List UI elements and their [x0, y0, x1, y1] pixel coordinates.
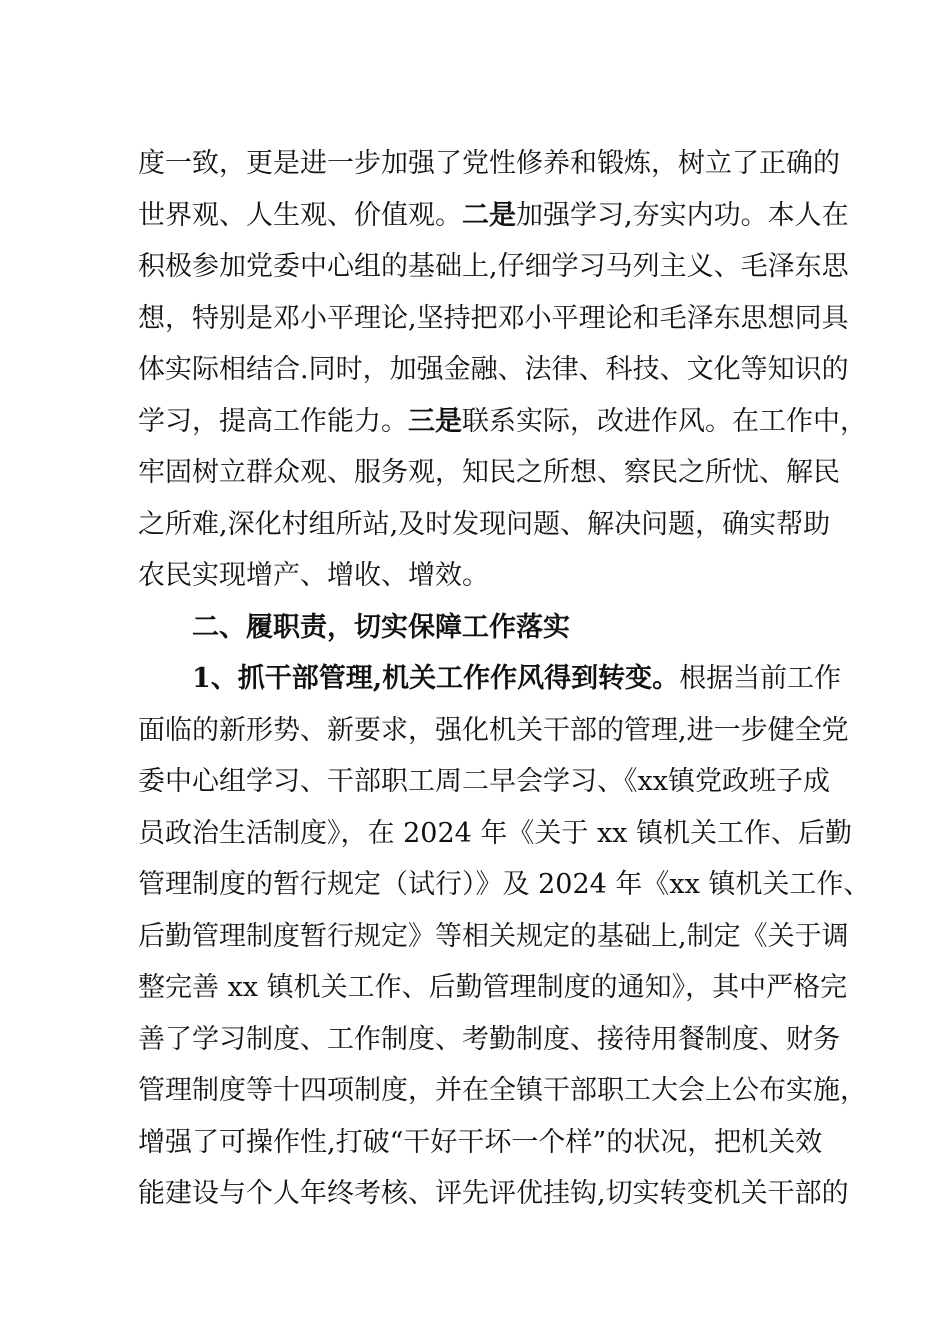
text-line [138, 293, 849, 345]
text-line [138, 241, 849, 293]
text-line [138, 138, 840, 190]
text-segment: 加强学习,夯实内功。本人在 [516, 199, 849, 231]
text-segment: 牢固树立群众观、服务观，知民之所想、察民之所忧、解民 [138, 457, 840, 488]
text-line [138, 808, 852, 860]
text-segment: 善了学习制度、工作制度、考勤制度、接待用餐制度、财务 [138, 1023, 840, 1055]
text-segment: 想，特别是邓小平理论,坚持把邓小平理论和毛泽东思想同具 [138, 302, 849, 334]
text-line [138, 653, 842, 705]
text-line [138, 1014, 840, 1066]
text-segment: 整完善 xx 镇机关工作、后勤管理制度的通知》，其中严格完 [138, 972, 848, 1003]
text-line [138, 756, 830, 808]
text-line [138, 190, 849, 242]
text-segment: 委中心组学习、干部职工周二早会学习、《xx镇党政班子成 [138, 766, 830, 797]
text-line [138, 911, 849, 963]
text-line [138, 499, 831, 551]
text-segment: 管理制度的暂行规定（试行）》及 2024 年《xx 镇机关工作、 [138, 869, 871, 900]
text-segment: 增强了可操作性,打破“干好干坏一个样”的状况，把机关效 [138, 1126, 823, 1158]
text-segment: 之所难,深化村组所站,及时发现问题、解决问题，确实帮助 [138, 508, 831, 540]
text-line [138, 344, 849, 396]
text-segment: 能建设与个人年终考核、评先评优挂钩,切实转变机关干部的 [138, 1178, 849, 1209]
text-segment: 积极参加党委中心组的基础上,仔细学习马列主义、毛泽东思 [138, 251, 849, 282]
bold-text-segment: 1、抓干部管理,机关工作作风得到转变。 [192, 663, 680, 694]
text-segment: 度一致，更是进一步加强了党性修养和锻炼，树立了正确的 [138, 148, 840, 179]
text-line [138, 447, 840, 499]
text-segment: 体实际相结合.同时，加强金融、法律、科技、文化等知识的 [138, 354, 849, 385]
text-line [138, 705, 849, 757]
text-segment: 学习，提高工作能力。 [138, 405, 408, 437]
text-segment: 世界观、人生观、价值观。 [138, 199, 462, 231]
text-segment: 面临的新形势、新要求，强化机关干部的管理,进一步健全党 [138, 714, 849, 746]
text-segment: 后勤管理制度暂行规定》等相关规定的基础上,制定《关于调 [138, 920, 849, 952]
text-line [138, 1168, 849, 1220]
text-line [138, 602, 818, 654]
text-line [138, 962, 848, 1014]
text-segment: 根据当前工作 [679, 663, 842, 694]
text-line [138, 550, 818, 602]
bold-text-segment: 二、履职责，切实保障工作落实 [192, 611, 570, 643]
text-segment: 管理制度等十四项制度，并在全镇干部职工大会上公布实施， [138, 1075, 867, 1106]
text-segment: 农民实现增产、增收、增效。 [138, 560, 489, 591]
bold-text-segment: 三是 [408, 405, 462, 437]
text-line [138, 1117, 823, 1169]
text-segment: 联系实际，改进作风。在工作中， [462, 405, 867, 437]
text-segment: 员政治生活制度》，在 2024 年《关于 xx 镇机关工作、后勤 [138, 817, 852, 849]
bold-text-segment: 二是 [462, 199, 516, 231]
text-line [138, 859, 871, 911]
text-line [138, 396, 867, 448]
document-body [138, 138, 871, 1220]
text-line [138, 1065, 867, 1117]
